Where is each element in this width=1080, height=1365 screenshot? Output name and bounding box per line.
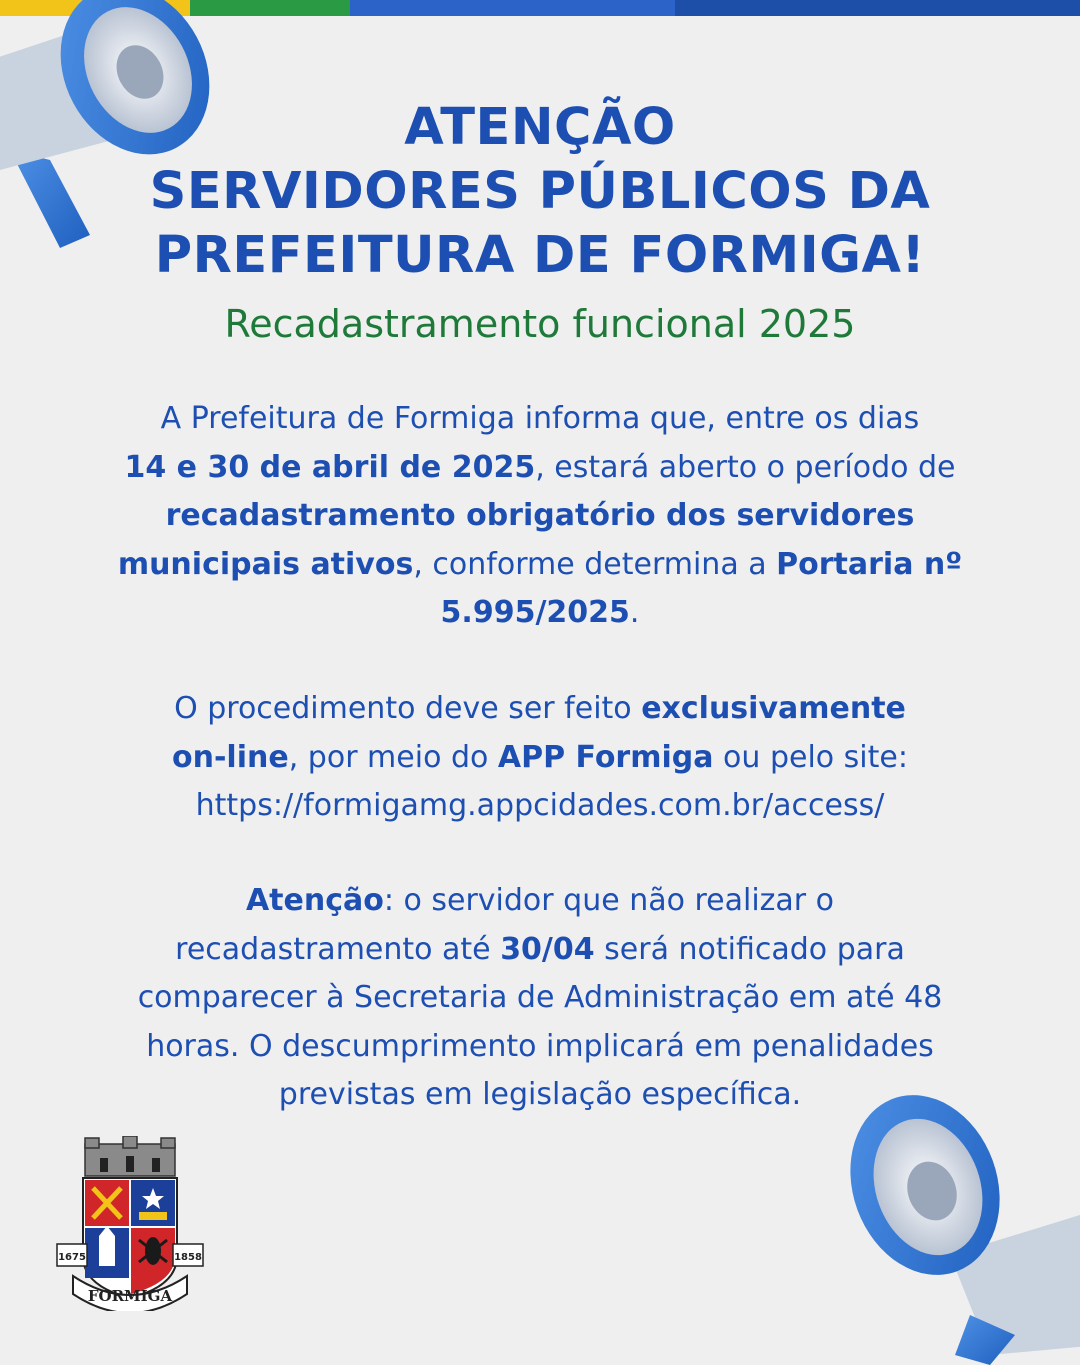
p2-app: APP Formiga bbox=[497, 739, 714, 775]
crest-year-right: 1858 bbox=[174, 1252, 202, 1263]
title-line-1: ATENÇÃO bbox=[404, 98, 676, 157]
p1-end: . bbox=[629, 595, 640, 630]
p3-line1-rest: : o servidor que não realizar o bbox=[383, 883, 835, 918]
p1-line1: A Prefeitura de Formiga informa que, entre os dias bbox=[160, 401, 920, 436]
p3-line2-end: será notificado para bbox=[594, 931, 905, 967]
top-bar-dark-blue bbox=[675, 0, 1080, 16]
p2-middle: , por meio do bbox=[288, 739, 498, 775]
crest-banner-text: FORMIGA bbox=[87, 1287, 173, 1305]
p1-dates: 14 e 30 de abril de 2025 bbox=[124, 449, 536, 485]
top-bar-blue bbox=[350, 0, 675, 16]
p1-portaria-b: 5.995/2025 bbox=[440, 595, 630, 630]
site-url[interactable]: https://formigamg.appcidades.com.br/access/ bbox=[195, 788, 885, 823]
p3-date: 30/04 bbox=[500, 931, 595, 967]
p3-line4: horas. O descumprimento implicará em penalidades bbox=[146, 1028, 934, 1064]
p3-line5: previstas em legislação específica. bbox=[278, 1077, 802, 1112]
p2-bold-a: exclusivamente bbox=[641, 691, 906, 726]
title-line-2: SERVIDORES PÚBLICOS DA bbox=[149, 162, 931, 221]
p1-bold-a: recadastramento obrigatório dos servidores bbox=[165, 498, 915, 533]
city-crest-icon bbox=[55, 1136, 205, 1311]
title-line-3: PREFEITURA DE FORMIGA! bbox=[154, 226, 926, 285]
crest-year-left: 1675 bbox=[58, 1252, 86, 1263]
p3-line3: comparecer à Secretaria de Administração em até 48 bbox=[137, 980, 943, 1015]
p3-bold-start: Atenção bbox=[245, 883, 384, 918]
p3-line2-start: recadastramento até bbox=[175, 931, 501, 967]
paragraph-period bbox=[60, 395, 1020, 638]
megaphone-icon bbox=[840, 1085, 1080, 1365]
p1-middle: , conforme determina a bbox=[413, 546, 777, 582]
p1-bold-b: municipais ativos bbox=[117, 546, 414, 582]
paragraph-warning bbox=[60, 877, 1020, 1120]
paragraph-procedure bbox=[60, 685, 1020, 831]
subtitle: Recadastramento funcional 2025 bbox=[224, 302, 856, 346]
p2-bold-b: on-line bbox=[172, 739, 289, 775]
p2-end: ou pelo site: bbox=[713, 739, 908, 775]
p2-start: O procedimento deve ser feito bbox=[174, 691, 642, 726]
p1-after-dates: , estará aberto o período de bbox=[535, 449, 956, 485]
p1-portaria-a: Portaria nº bbox=[776, 546, 963, 582]
